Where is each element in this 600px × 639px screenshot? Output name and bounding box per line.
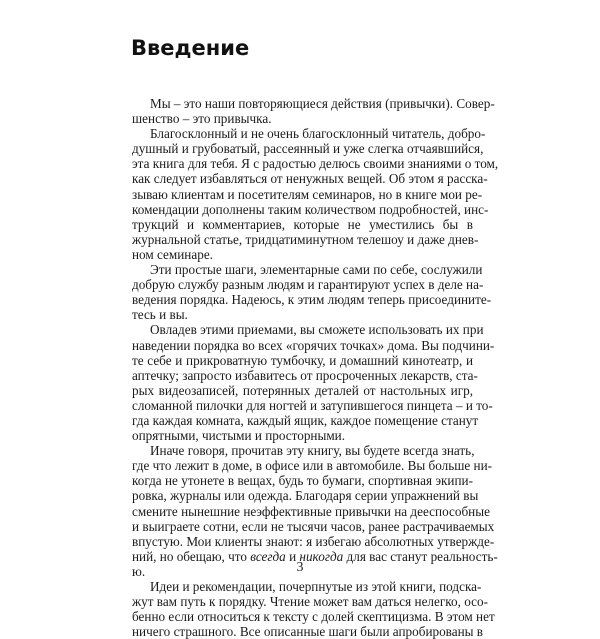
text-line: комендации дополнены таким количеством подробностей, инс- [132,201,489,217]
text-line: Идеи и рекомендации, почерпнутые из этой книги, подска- [150,579,482,594]
text-line: Эти простые шаги, элементарные сами по себе, сослужили [150,262,483,278]
text-line: смените нынешние неэффективные привычки на дееспособные [132,503,490,519]
text-line: шенство – это привычка. [132,111,272,127]
chapter-heading: Введение [131,36,250,60]
text-line: впустую. Мои клиенты знают: я избегаю абсолютных утвержде- [132,533,495,549]
text-line: те себе и прикроватную тумбочку, и домашний кинотеатр, и [132,352,473,368]
page-number: 3 [296,560,304,575]
text-line: Мы – это наши повторяющиеся действия (привычки). Совер- [150,96,495,111]
text-line: сломанной пилочки для ногтей и затупившегося пинцета – и то- [132,397,493,413]
text-line: когда не утонете в вещах, будь то бумаги, спортивная экипи- [132,473,473,489]
text-line: душный и грубоватый, рассеянный и уже слегка отчаявшийся, [132,141,484,157]
text-segment: ний, но обещаю, что [132,548,251,564]
text-line: рых видеозаписей, потерянных деталей от настольных игр, [132,382,473,398]
text-line: журнальной статье, тридцатиминутном телешоу и даже днев- [132,231,479,247]
text-line: аптечку; запросто избавитесь от просроченных лекарств, ста- [132,367,478,383]
body-text [132,96,499,639]
text-line: эта книга для тебя. Я с радостью делюсь своими знаниями о том, [132,156,499,172]
emphasis-always: всегда [250,548,286,564]
text-line: гда каждая комната, каждый ящик, каждое помещение станут [132,412,479,428]
text-line: добрую службу разным людям и гарантируют успех в деле на- [132,277,484,293]
text-segment: и [285,548,300,564]
text-line: где что лежит в доме, в офисе или в автомобиле. Вы больше ни- [132,458,493,474]
text-line: опрятными, чистыми и просторными. [132,428,346,444]
text-line: тесь и вы. [132,307,188,323]
text-line: ю. [132,563,146,579]
text-line: Благосклонный и не очень благосклонный читатель, добро- [150,126,486,142]
text-line: ничего страшного. Все описанные шаги были апробированы в [132,624,484,639]
text-line: ровка, журналы или одежда. Благодаря серии упражнений вы [132,488,479,504]
text-line: и выиграете сотни, если не тысячи часов, ранее растрачиваемых [132,518,495,534]
text-line: как следует избавляться от ненужных вещей. Об этом я расска- [132,171,488,187]
text-segment: для вас станут реальность- [343,548,498,564]
text-line: жут вам путь к порядку. Чтение может вам даться нелегко, осо- [132,594,488,610]
text-line: бенно если относиться к тексту с долей скептицизма. В этом нет [132,609,495,625]
text-line: ном семинаре. [132,246,213,262]
text-line: трукций и комментариев, которые не уместились бы в [132,216,473,232]
text-line: зываю клиентам и посетителям семинаров, но в книге мои ре- [132,186,483,202]
text-line: Иначе говоря, прочитав эту книгу, вы будете всегда знать, [150,443,475,459]
emphasis-never: никогда [299,548,344,564]
text-line: ведения порядка. Надеюсь, к этим людям теперь присоедините- [132,292,492,308]
text-line: наведении порядка во всех «горячих точках» дома. Вы подчини- [132,337,495,353]
text-line: Овладев этими приемами, вы сможете использовать их при [150,322,484,338]
